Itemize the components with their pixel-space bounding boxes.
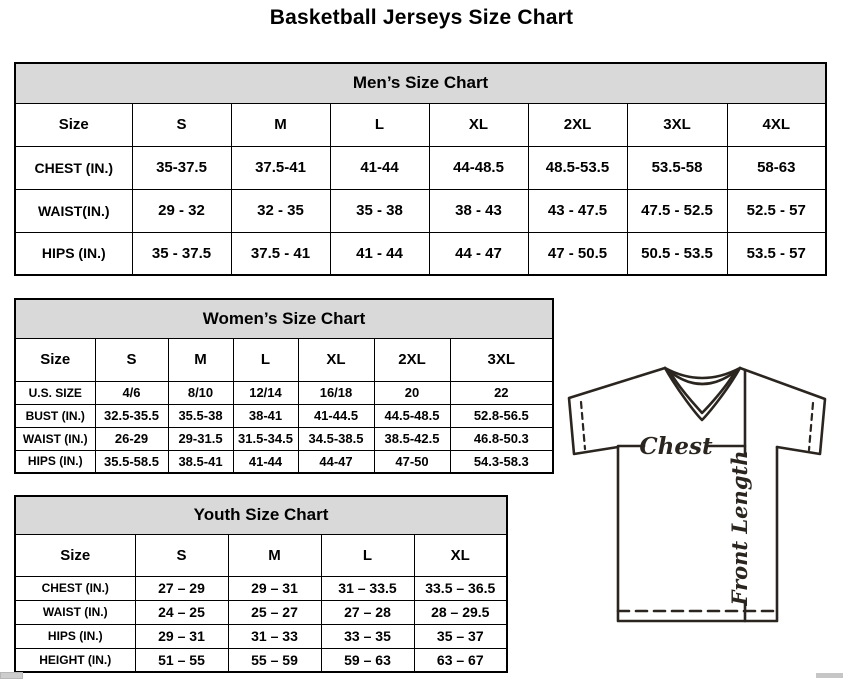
- mens-column-header: 3XL: [627, 103, 727, 146]
- mens-column-header: L: [330, 103, 429, 146]
- mens-column-header: M: [231, 103, 330, 146]
- mens-size-value: 35 - 38: [330, 189, 429, 232]
- chest-label: Chest: [639, 433, 713, 460]
- womens-size-value: 41-44: [233, 450, 298, 473]
- youth-size-value: 51 – 55: [135, 648, 228, 672]
- mens-size-value: 35 - 37.5: [132, 232, 231, 275]
- mens-size-value: 38 - 43: [429, 189, 528, 232]
- youth-size-value: 31 – 33: [228, 624, 321, 648]
- womens-size-value: 20: [374, 381, 450, 404]
- youth-row-label: WAIST (IN.): [15, 600, 135, 624]
- womens-size-value: 38-41: [233, 404, 298, 427]
- youth-row-label: HEIGHT (IN.): [15, 648, 135, 672]
- womens-column-header: L: [233, 338, 298, 381]
- womens-column-header: 2XL: [374, 338, 450, 381]
- womens-size-value: 32.5-35.5: [95, 404, 168, 427]
- mens-column-header: S: [132, 103, 231, 146]
- mens-size-value: 53.5 - 57: [727, 232, 826, 275]
- womens-size-value: 4/6: [95, 381, 168, 404]
- mens-column-header: 4XL: [727, 103, 826, 146]
- youth-table-row: [15, 600, 507, 624]
- womens-size-value: 44-47: [298, 450, 374, 473]
- youth-table-row: [15, 624, 507, 648]
- mens-column-header: 2XL: [528, 103, 627, 146]
- youth-table-row: [15, 648, 507, 672]
- youth-table-title: Youth Size Chart: [15, 496, 507, 534]
- mens-column-header: XL: [429, 103, 528, 146]
- youth-table-row: [15, 576, 507, 600]
- youth-size-table: [14, 495, 508, 673]
- mens-row-label: WAIST(IN.): [15, 189, 132, 232]
- mens-table-row: [15, 146, 826, 189]
- youth-size-value: 33 – 35: [321, 624, 414, 648]
- womens-size-value: 47-50: [374, 450, 450, 473]
- youth-size-value: 33.5 – 36.5: [414, 576, 507, 600]
- womens-table-row: [15, 404, 553, 427]
- womens-size-value: 12/14: [233, 381, 298, 404]
- youth-size-header: Size: [15, 534, 135, 576]
- mens-size-value: 53.5-58: [627, 146, 727, 189]
- column-header-row: [15, 338, 553, 381]
- youth-size-value: 25 – 27: [228, 600, 321, 624]
- womens-size-value: 41-44.5: [298, 404, 374, 427]
- womens-row-label: BUST (IN.): [15, 404, 95, 427]
- jersey-body-outline: [618, 447, 777, 621]
- youth-column-header: L: [321, 534, 414, 576]
- mens-size-value: 43 - 47.5: [528, 189, 627, 232]
- mens-size-header: Size: [15, 103, 132, 146]
- mens-size-value: 41-44: [330, 146, 429, 189]
- womens-size-value: 54.3-58.3: [450, 450, 553, 473]
- womens-size-value: 44.5-48.5: [374, 404, 450, 427]
- mens-row-label: HIPS (IN.): [15, 232, 132, 275]
- womens-size-value: 52.8-56.5: [450, 404, 553, 427]
- womens-size-value: 16/18: [298, 381, 374, 404]
- jersey-measurement-diagram: [556, 358, 843, 630]
- mens-table-row: [15, 189, 826, 232]
- womens-size-value: 8/10: [168, 381, 233, 404]
- womens-column-header: M: [168, 338, 233, 381]
- youth-size-value: 27 – 29: [135, 576, 228, 600]
- womens-row-label: HIPS (IN.): [15, 450, 95, 473]
- womens-size-value: 26-29: [95, 427, 168, 450]
- mens-size-value: 47.5 - 52.5: [627, 189, 727, 232]
- youth-size-value: 27 – 28: [321, 600, 414, 624]
- womens-size-value: 29-31.5: [168, 427, 233, 450]
- mens-size-value: 29 - 32: [132, 189, 231, 232]
- mens-size-value: 35-37.5: [132, 146, 231, 189]
- womens-size-value: 31.5-34.5: [233, 427, 298, 450]
- womens-size-value: 35.5-38: [168, 404, 233, 427]
- youth-size-value: 55 – 59: [228, 648, 321, 672]
- mens-table-title: Men’s Size Chart: [15, 63, 826, 103]
- womens-table-row: [15, 381, 553, 404]
- jersey-right-sleeve-outline: [740, 368, 825, 454]
- mens-size-value: 58-63: [727, 146, 826, 189]
- mens-size-value: 32 - 35: [231, 189, 330, 232]
- mens-size-table: [14, 62, 827, 276]
- column-header-row: [15, 103, 826, 146]
- womens-size-value: 35.5-58.5: [95, 450, 168, 473]
- youth-column-header: XL: [414, 534, 507, 576]
- youth-size-value: 35 – 37: [414, 624, 507, 648]
- scrollbar-fragment-right[interactable]: [816, 673, 843, 678]
- mens-size-value: 44-48.5: [429, 146, 528, 189]
- youth-size-value: 29 – 31: [135, 624, 228, 648]
- womens-size-value: 46.8-50.3: [450, 427, 553, 450]
- womens-table-row: [15, 450, 553, 473]
- mens-size-value: 44 - 47: [429, 232, 528, 275]
- front-length-label: Front Length: [727, 450, 752, 606]
- mens-size-value: 41 - 44: [330, 232, 429, 275]
- mens-row-label: CHEST (IN.): [15, 146, 132, 189]
- mens-size-value: 50.5 - 53.5: [627, 232, 727, 275]
- mens-size-value: 48.5-53.5: [528, 146, 627, 189]
- womens-size-value: 34.5-38.5: [298, 427, 374, 450]
- womens-column-header: XL: [298, 338, 374, 381]
- youth-size-value: 59 – 63: [321, 648, 414, 672]
- youth-size-value: 28 – 29.5: [414, 600, 507, 624]
- youth-column-header: M: [228, 534, 321, 576]
- jersey-right-cuff-dash: [809, 403, 813, 450]
- womens-column-header: 3XL: [450, 338, 553, 381]
- womens-column-header: S: [95, 338, 168, 381]
- mens-size-value: 37.5 - 41: [231, 232, 330, 275]
- womens-size-value: 38.5-41: [168, 450, 233, 473]
- womens-row-label: WAIST (IN.): [15, 427, 95, 450]
- mens-size-value: 47 - 50.5: [528, 232, 627, 275]
- youth-size-value: 29 – 31: [228, 576, 321, 600]
- womens-row-label: U.S. SIZE: [15, 381, 95, 404]
- youth-row-label: HIPS (IN.): [15, 624, 135, 648]
- womens-table-title: Women’s Size Chart: [15, 299, 553, 338]
- womens-size-value: 22: [450, 381, 553, 404]
- mens-size-value: 37.5-41: [231, 146, 330, 189]
- youth-size-value: 31 – 33.5: [321, 576, 414, 600]
- mens-size-value: 52.5 - 57: [727, 189, 826, 232]
- womens-size-header: Size: [15, 338, 95, 381]
- scrollbar-fragment-left[interactable]: [0, 672, 23, 679]
- womens-table-row: [15, 427, 553, 450]
- jersey-left-cuff-dash: [581, 402, 585, 449]
- youth-size-value: 63 – 67: [414, 648, 507, 672]
- womens-size-table: [14, 298, 554, 474]
- womens-size-value: 38.5-42.5: [374, 427, 450, 450]
- youth-size-value: 24 – 25: [135, 600, 228, 624]
- page-title: Basketball Jerseys Size Chart: [269, 6, 574, 29]
- mens-table-row: [15, 232, 826, 275]
- youth-column-header: S: [135, 534, 228, 576]
- youth-row-label: CHEST (IN.): [15, 576, 135, 600]
- column-header-row: [15, 534, 507, 576]
